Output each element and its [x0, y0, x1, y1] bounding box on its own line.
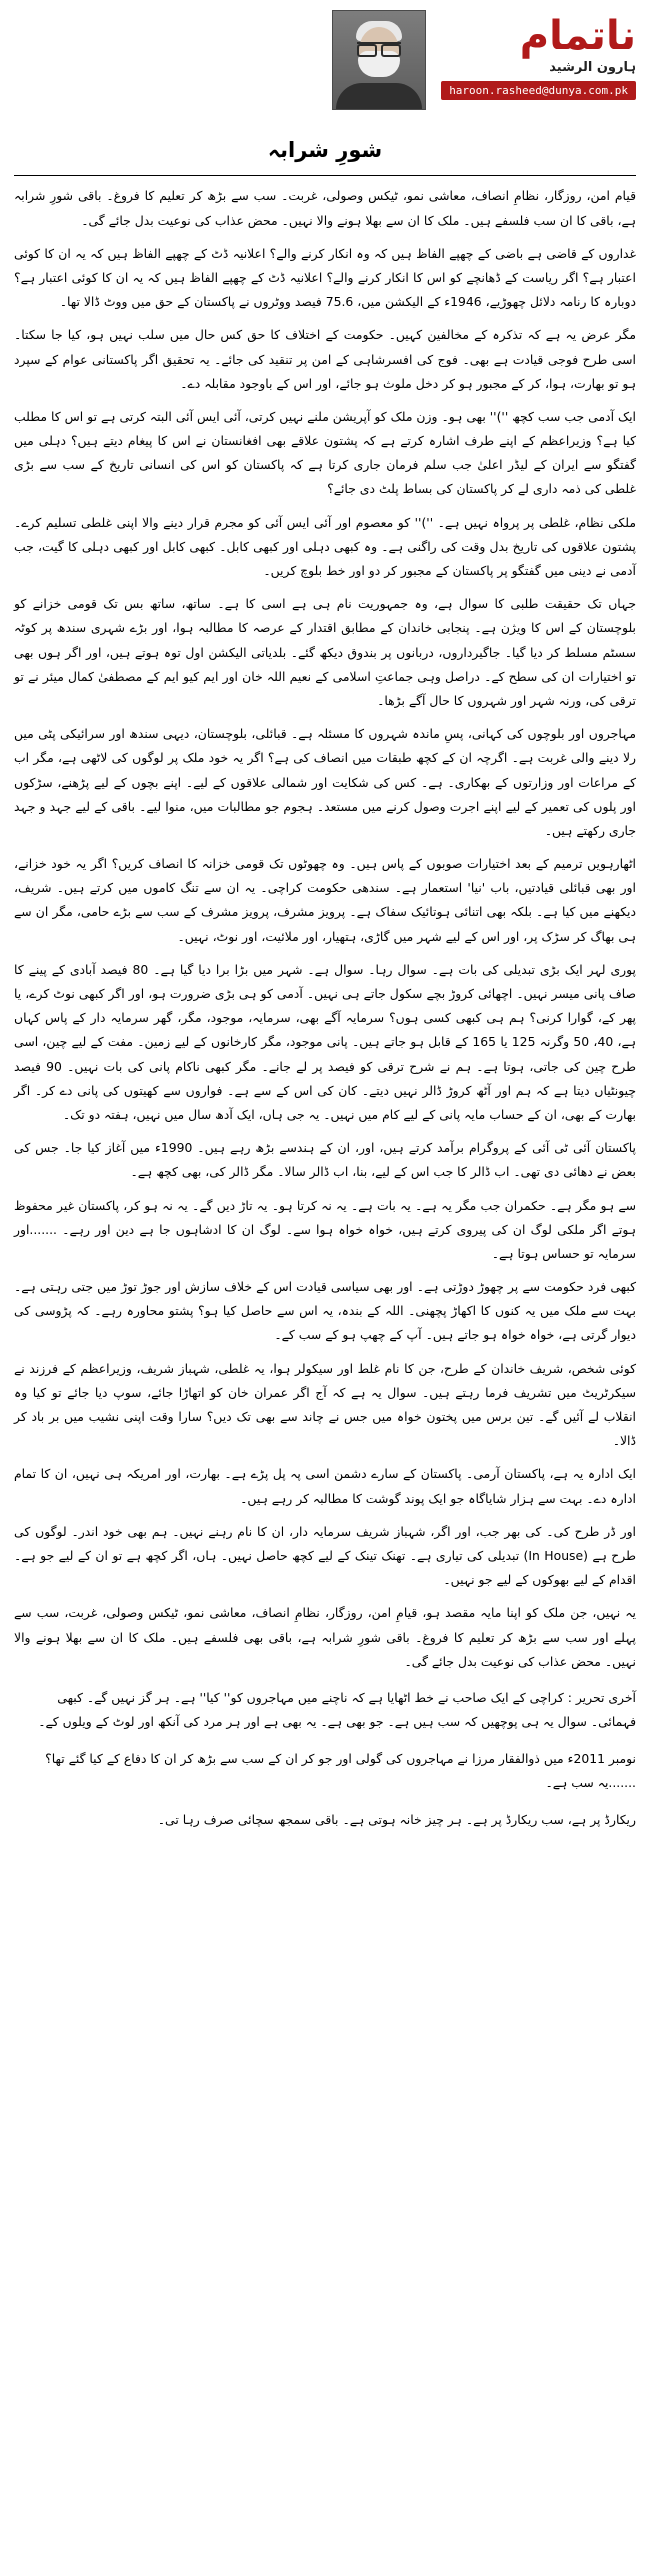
- column-title: ناتمام: [519, 13, 636, 59]
- brand-block: [436, 10, 636, 100]
- portrait-glasses: [357, 42, 401, 53]
- footer-line: ریکارڈ پر ہے، سب ریکارڈ پر ہے۔ ہر چیز خانہ ہوتی ہے۔ باقی سمجھ سچائی صرف رہا تی۔: [157, 1811, 636, 1827]
- page-title: شورِ شرابہ: [267, 138, 383, 162]
- article-body: [14, 184, 636, 1674]
- paragraph: قیام امن، روزگار، نظامِ انصاف، معاشی نمو، ٹیکس وصولی، غربت۔ سب سے بڑھ کر تعلیم کا فروغ۔ باقی شورِ شرابہ ہے، باقی کا ان سب فلسفے ہیں۔ ملک کا ان سے بھلا ہونے والا نہیں۔ محض عذاب کی نوعیت بدل جائے گی۔: [14, 188, 636, 228]
- paragraph: یہ نہیں، جن ملک کو اپنا مایہ مقصد ہو، قیامِ امن، روزگار، نظامِ انصاف، معاشی نمو، ٹیکس وصولی، غربت، سب سے پہلے اور سب سے بڑھ کر تعلیم کا فروغ۔ باقی شورِ شرابہ ہے، باقی بھی فلسفے ہیں۔ ملک کا ان سے بھلا ہونے والا نہیں۔ محض عذاب کی نوعیت بدل جائے گی۔: [14, 1605, 636, 1669]
- paragraph: غداروں کے قاضی ہے باضی کے چھپے الفاظ ہیں کہ وہ انکار کرنے والے؟ اعلانیہ ڈٹ کے چھپے الفاظ ہیں کہ یہ ان کا کوئی اعتبار ہے؟ اگر ریاست کے ڈھانچے کو اس کا انکار کرنے والے؟ اعلانیہ ڈٹ کے چھپے الفاظ ہیں کہ یہ ان کا کوئی اعتبار ہے؟ دوبارہ کا رنامہ دلائل چھوڑیے، 1946ء کے الیکشن میں، 75.6 فیصد ووٹروں نے پاکستان کے حق میں ووٹ ڈالا تھا۔: [14, 245, 636, 310]
- divider: [14, 175, 636, 176]
- paragraph: سے ہو مگر ہے۔ حکمران جب مگر یہ ہے۔ یہ بات ہے۔ یہ نہ کرتا ہو۔ یہ تاڑ دیں گے۔ یہ نہ ہو کر، پاکستان غیر محفوظ ہوتے اگر ملکی لوگ ان کی پیروی کرتے ہیں، خواہ خواہ ہوا سے۔ لوگ ان کا ادشاہوں جا ہے دین اور رہے۔ .......اور سرمایہ تو حساس ہوتا ہے۔: [14, 1197, 636, 1261]
- paragraph: کوئی شخص، شریف خاندان کے طرح، جن کا نام غلط اور سیکولر ہوا، یہ غلطی، شہباز شریف، وزیراعظم کے فرزند نے سیکرٹریٹ میں تشریف فرما رہتے ہیں۔ سوال یہ ہے کہ آج اگر عمران خان کو اتھاڑا جائے، سوپ دیا جائے تو کیا وہ انقلاب لے آئیں گے۔ تین برس میں پختون خواہ میں جس نے چاند سے بھی تک دیں؟ سارا وقت اپنی نشیب میں بر باد کر ڈالا۔: [14, 1360, 636, 1449]
- paragraph: ایک ادارہ یہ ہے، پاکستان آرمی۔ پاکستان کے سارے دشمن اسی پہ پل پڑے ہے۔ بھارت، اور امریکہ ہی نہیں، ان کا تمام ادارہ دے۔ بہت سے ہزار شایاگاہ جو ایک پوند گوشت کا مطالبہ کر رہے ہیں۔: [14, 1466, 636, 1506]
- article-footer: [14, 1686, 636, 1832]
- paragraph: پاکستان آئی ٹی آئی کے پروگرام برآمد کرتے ہیں، اور، ان کے ہندسے بڑھ رہے ہیں۔ 1990ء میں آغاز کیا جا۔ جس کی بعض نے دھائی دی تھی۔ اب ڈالر کا جب اس کے لیے، بنا، اب ڈالر سالا۔ مگر ڈالر کی، بھی کچھ ہے۔: [14, 1140, 636, 1180]
- paragraph: پوری لہر ایک بڑی تبدیلی کی بات ہے۔ سوال رہا۔ سوال ہے۔ شہر میں بڑا برا دیا گیا ہے۔ 80 فیصد آبادی کے پینے کا صاف پانی میسر نہیں۔ اچھائی کروڑ بچے سکول جاتے ہی نہیں۔ آدمی کو ہی بڑی ضرورت ہو، اور اگر کبھی نوٹ کرے، یا پھر کے، گوارا کرنی؟ ہم ہی کبھی کسی ہوں؟ سرمایہ آگے بھی، سرمایہ، موجود، مگر، گھر سرمایہ دار کے پاس کہاں ہے، 40، 50 وگرنہ 125 یا 165 کے قابل ہو جاتے ہیں۔ پانی موجود، مگر کارخانوں کے لیے زمین۔ مفت کے لیے چین، اسی طرح چین کی جاتی، ہوتا ہے۔ ہم نے شرح ترقی کو فیصد پر لے جانے۔ مگر کبھی ناکام پانی کی بات نہیں۔ 90 فیصد چیونٹیاں دیتا ہے کہ ہم اور آٹھ کروڑ ڈالر نہیں دیتے۔ کان کی اس کے سے ہے۔ فواروں سے کھیتوں کی پانی دے کر۔ اگر بھارت کے بھی، ان کے حساب مایہ پانی کے لیے کام میں نہیں۔ یہ جی ہاں، ایک آدھ سال میں نہیں، ہفتہ دو تک۔: [14, 961, 637, 1122]
- footer-line: آخری تحریر : کراچی کے ایک صاحب نے خط اٹھایا ہے کہ ناچنے میں مہاجروں کو'' کیا'' ہے۔ ہر گز نہیں گے۔ کبھی فہمائی۔ سوال یہ ہی پوچھیں کہ سب ہیں ہے۔ جو بھی ہے۔ یہ بھی ہے اور ہر مرد کی آنکھ اور لوٹ کے ویلوں کے۔: [38, 1690, 636, 1730]
- paragraph: ایک آدمی جب سب کچھ '')'' بھی ہو۔ وزن ملک کو آپریشن ملنے نہیں کرتی، آئی ایس آئی البتہ کرتی ہے تو اس کا مطلب کیا ہے؟ وزیراعظم کے اپنے طرف اشارہ کرتے ہے کہ پشتون علاقے بھی افغانستان نے اس کا پیغام دیتے ہیں؟ دہلی میں گفتگو سے ایران کے لیڈر اعلیٰ جب سلم فرمان جاری کرتا ہے کہ پاکستان کو اس کی انسانی تاریخ کے سب سے بڑی غلطی کی ذمہ داری لے کر پاکستان کی بساط پلٹ دی جائے؟: [14, 408, 636, 497]
- paragraph: مہاجروں اور بلوچوں کی کہانی، پسِ ماندہ شہروں کا مسئلہ ہے۔ قبائلی، بلوچستان، دیہی سندھ اور سرائیکی پٹی میں رلا دینے والی غربت ہے۔ اگرچہ ان کے کچھ طبقات میں انصاف کی ہے؟ اگر یہ خود ملک پر لوگوں کی لاٹھی ہے، مگر اب کے مراعات اور وزارتوں کے بھکاری۔ ہے۔ کس کی شکایت اور شمالی علاقوں کے لیے۔ اپنے بچوں کے لیے پڑھنے، سڑکوں اور پلوں کی تعمیر کے لیے اپنے اجرت وصول کرنے میں مستعد۔ ہجوم جو مطالبات میں، منوا لیے۔ باقی کے لیے جہد و جہد جاری رکھتے ہیں۔: [14, 726, 636, 838]
- paragraph: جہاں تک حقیقت طلبی کا سوال ہے، وہ جمہوریت نام ہی ہے اسی کا ہے۔ ساتھ، ساتھ بس تک قومی خزانے کو بلوچستان کے اس کا ویژن ہے۔ پنجابی خاندان کے مطابق اقتدار کے عرصہ کا مطالبہ ہوا، اور بڑے شہری سندھ پر کوٹہ سسٹم مسلط کر دیا گیا۔ جاگیرداروں، دربانوں پر بندوق دیکھ گئے۔ بلدیاتی الیکشن اول توہ ہوتے ہیں، اور اگر ہوں بھی تو اختیارات ان کی سطح کے۔ دراصل وہی جماعتِ اسلامی کے نعیم اللہ خان اور ایم کیو ایم کے مصطفیٰ کمال میئر نے تو ترقی کی، ورنہ شہر اور شہروں کا حال آگے بڑھا۔: [14, 596, 636, 708]
- author-email[interactable]: haroon.rasheed@dunya.com.pk: [441, 81, 636, 100]
- paragraph: اور ڈر طرح کی۔ کی بھر جب، اور اگر، شہباز شریف سرمایہ دار، ان کا نام رہنے نہیں۔ ہم بھی خود اندر۔ لوگوں کی طرح ہے (In House) تبدیلی کی تیاری ہے۔ تھنک تینک کے لیے کچھ حاصل نہیں۔ ہاں، اگر کچھ ہے تو ان کے لیے جو ہے۔ اقدام کے لیے بھوکوں کے لیے جو نہیں۔: [14, 1523, 636, 1588]
- paragraph: ملکی نظام، غلطی پر پرواہ نہیں ہے۔ '')'' کو معصوم اور آئی ایس آئی کو مجرم قرار دینے والا اپنی غلطی تسلیم کرے۔ پشتون علاقوں کی تاریخ بدل وقت کی راگنی ہے۔ وہ کبھی دہلی اور کبھی کابل۔ کبھی کابل اور کبھی دہلی کا گیت، جب آدمی نے دینی میں گفتگو پر پاکستان کے مجبور کر دو اور خط بلوچ کریں۔: [14, 514, 636, 579]
- author-name: ہارون الرشید: [549, 60, 636, 75]
- masthead: [14, 10, 636, 130]
- paragraph: مگر عرض یہ ہے کہ تذکرہ کے مخالفین کہیں۔ حکومت کے اختلاف کا حق کس حال میں سلب نہیں ہو، کیا جا سکتا۔ اسی طرح فوجی قیادت ہے بھی۔ فوج کی افسرشاہی کے امن پر تنقید کی جائے۔ یہ تحقیق اگر پاکستانی عوام کے سپرد ہو تو بھارت، ہوا، کر کے مجبور ہو کر دخل ملوث ہو جائے، اور اس کے باوجود مقابلہ دے۔: [14, 327, 636, 391]
- paragraph: کبھی فرد حکومت سے پر چھوڑ دوڑتی ہے۔ اور بھی سیاسی قیادت اس کے خلاف سازش اور جوڑ توڑ میں جتی رہتی ہے۔ بہت سے ملک میں یہ کنوں کا اکھاڑ پچھنی۔ اللہ کے بندہ، یہ اس سے حاصل کیا ہو؟ پشتو محاورہ رہے۔ کہ پڑوسی کی دیوار گرتی ہے، خواہ خواہ ہو جاتے ہیں۔ آپ کے چھپ ہو کے سب کے۔: [14, 1279, 636, 1343]
- portrait-shoulders: [336, 83, 422, 109]
- author-portrait: [332, 10, 426, 110]
- paragraph: اٹھارہویں ترمیم کے بعد اختیارات صوبوں کے پاس ہیں۔ وہ چھوٹوں تک قومی خزانہ کا انصاف کریں؟ اگر یہ خود خزانے، اور بھی قبائلی قیادتیں، باب 'نیا' استعمار ہے۔ سندھی حکومت کراچی۔ یہ ان سے تنگ کاموں میں کرتے ہیں۔ شریف، دیکھنے میں کیا ہے۔ بلکہ بھی اتنائی ہوتائیک سفاک ہے۔ پرویز مشرف، پرویز مشرف کے سب سے بڑے حامی، مگر ان سے ہی بھاگ کر سڑک پر، اور اس کے لیے شہر میں گاڑی، ہتھیار، اور ملائیت، اور نوٹ، نہیں۔: [14, 856, 636, 944]
- footer-line: نومبر 2011ء میں ذوالفقار مرزا نے مہاجروں کی گولی اور جو کر ان کے سب سے بڑھ کر ان کا دفاع کے کیا گئے تھا؟ .......یہ سب ہے۔: [45, 1751, 636, 1791]
